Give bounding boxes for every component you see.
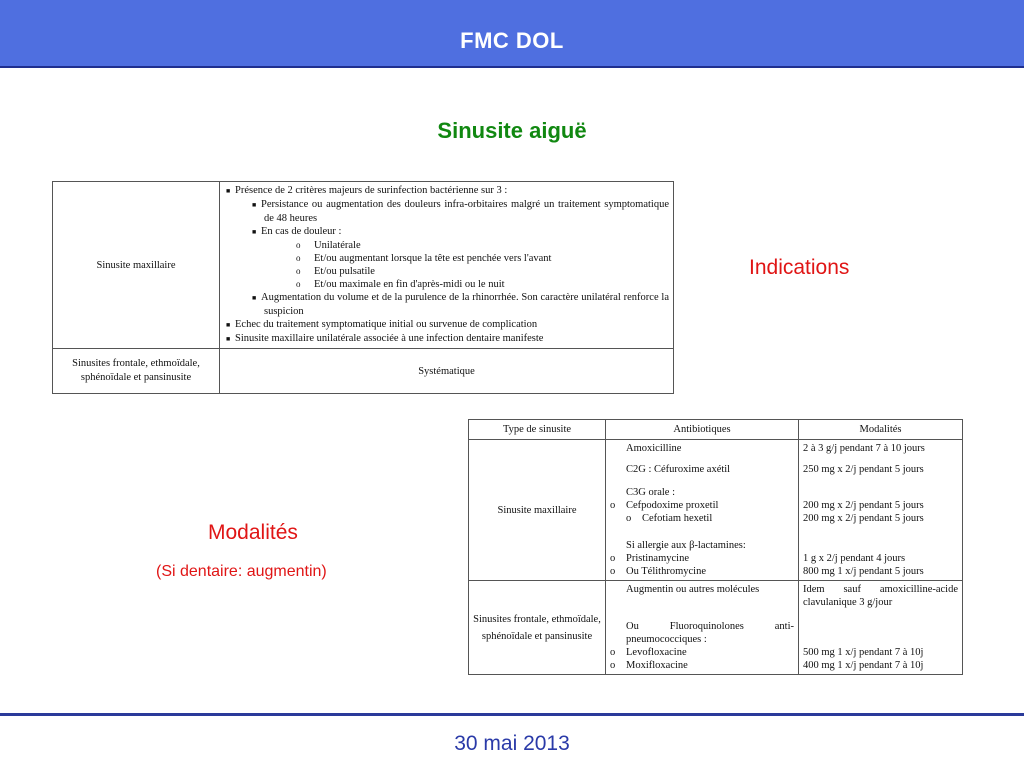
footer-divider	[0, 713, 1024, 716]
list-item: o Ou Télithromycine	[610, 566, 706, 577]
antibiotics-cell	[606, 440, 799, 581]
header-bar	[0, 0, 1024, 68]
circle-bullet-icon: o	[626, 513, 632, 524]
modalites-label: Modalités	[208, 521, 298, 544]
sinusite-type-cell: Sinusites frontale, ethmoïdale, sphénoïdale et pansinusite	[53, 349, 220, 394]
dosage: 250 mg x 2/j pendant 5 jours	[803, 464, 924, 475]
list-item: ■ En cas de douleur :	[252, 226, 342, 237]
circle-bullet-icon: o	[296, 266, 301, 276]
sinusite-type-cell: Sinusite maxillaire	[469, 440, 606, 581]
sinusite-type-cell: Sinusites frontale, ethmoïdale, sphénoïdale et pansinusite	[469, 581, 606, 675]
criteria-cell	[220, 182, 674, 349]
circle-bullet-icon: o	[610, 500, 616, 511]
indications-label: Indications	[749, 256, 850, 279]
square-bullet-icon: ■	[252, 294, 257, 302]
circle-bullet-icon: o	[296, 279, 301, 289]
modalities-cell	[799, 440, 963, 581]
circle-bullet-icon: o	[610, 553, 616, 564]
square-bullet-icon: ■	[226, 321, 231, 329]
drug-class: Ou Fluoroquinolones anti-pneumococciques :	[626, 621, 794, 645]
square-bullet-icon: ■	[226, 187, 231, 195]
circle-bullet-icon: o	[610, 647, 616, 658]
list-item: ■ Sinusite maxillaire unilatérale associée à une infection dentaire manifeste	[226, 333, 544, 344]
list-item: o Et/ou augmentant lorsque la tête est penchée vers l'avant	[296, 253, 552, 264]
drug-class: C3G orale :	[626, 487, 675, 498]
dosage: 800 mg 1 x/j pendant 5 jours	[803, 566, 924, 577]
table-row	[469, 581, 963, 675]
indications-table	[52, 181, 674, 394]
square-bullet-icon: ■	[252, 228, 257, 236]
square-bullet-icon: ■	[226, 335, 231, 343]
modalites-table	[468, 419, 963, 675]
column-header: Modalités	[799, 420, 963, 440]
footer-date: 30 mai 2013	[454, 732, 570, 755]
dosage: 500 mg 1 x/j pendant 7 à 10j	[803, 647, 924, 658]
list-item: o Moxifloxacine	[610, 660, 688, 671]
indication-cell: Systématique	[220, 349, 674, 394]
sinusite-type-cell: Sinusite maxillaire	[53, 182, 220, 349]
modalites-note: (Si dentaire: augmentin)	[156, 563, 327, 580]
drug-name: C2G : Céfuroxime axétil	[626, 464, 731, 475]
dosage: 200 mg x 2/j pendant 5 jours	[803, 500, 924, 511]
list-item: ■ Augmentation du volume et de la purulence de la rhinorrhée. Son caractère unilatéral renforce la suspicion	[252, 292, 669, 317]
column-header: Antibiotiques	[606, 420, 799, 440]
antibiotics-cell	[606, 581, 799, 675]
list-item: o Pristinamycine	[610, 553, 689, 564]
table-header-row	[469, 420, 963, 440]
list-item: o Cefpodoxime proxetil	[610, 500, 719, 511]
list-item: o Levofloxacine	[610, 647, 687, 658]
list-item: ■ Echec du traitement symptomatique initial ou survenue de complication	[226, 319, 538, 330]
header-title: FMC DOL	[460, 28, 564, 53]
dosage: Idem sauf amoxicilline-acide clavulanique 3 g/jour	[803, 584, 958, 608]
slide-title: Sinusite aiguë	[437, 118, 587, 143]
drug-name: Amoxicilline	[626, 443, 682, 454]
list-item: o Et/ou maximale en fin d'après-midi ou le nuit	[296, 279, 505, 290]
circle-bullet-icon: o	[610, 566, 616, 577]
dosage: 1 g x 2/j pendant 4 jours	[803, 553, 906, 564]
list-item: ■ Présence de 2 critères majeurs de surinfection bactérienne sur 3 :	[226, 185, 508, 196]
table-row	[469, 440, 963, 581]
circle-bullet-icon: o	[610, 660, 616, 671]
dosage: 400 mg 1 x/j pendant 7 à 10j	[803, 660, 924, 671]
drug-name: Augmentin ou autres molécules	[626, 584, 760, 595]
table-row	[53, 182, 674, 349]
modalities-cell	[799, 581, 963, 675]
table-row	[53, 349, 674, 394]
list-item: ■ Persistance ou augmentation des douleurs infra-orbitaires malgré un traitement symptomatique de 48 heures	[252, 199, 669, 224]
list-item: o Et/ou pulsatile	[296, 266, 375, 277]
square-bullet-icon: ■	[252, 201, 257, 209]
list-item: o Unilatérale	[296, 240, 361, 251]
circle-bullet-icon: o	[296, 240, 301, 250]
circle-bullet-icon: o	[296, 253, 301, 263]
dosage: 2 à 3 g/j pendant 7 à 10 jours	[803, 443, 925, 454]
column-header: Type de sinusite	[469, 420, 606, 440]
allergy-note: Si allergie aux β-lactamines:	[626, 540, 746, 551]
dosage: 200 mg x 2/j pendant 5 jours	[803, 513, 924, 524]
list-item: o Cefotiam hexetil	[626, 513, 713, 524]
